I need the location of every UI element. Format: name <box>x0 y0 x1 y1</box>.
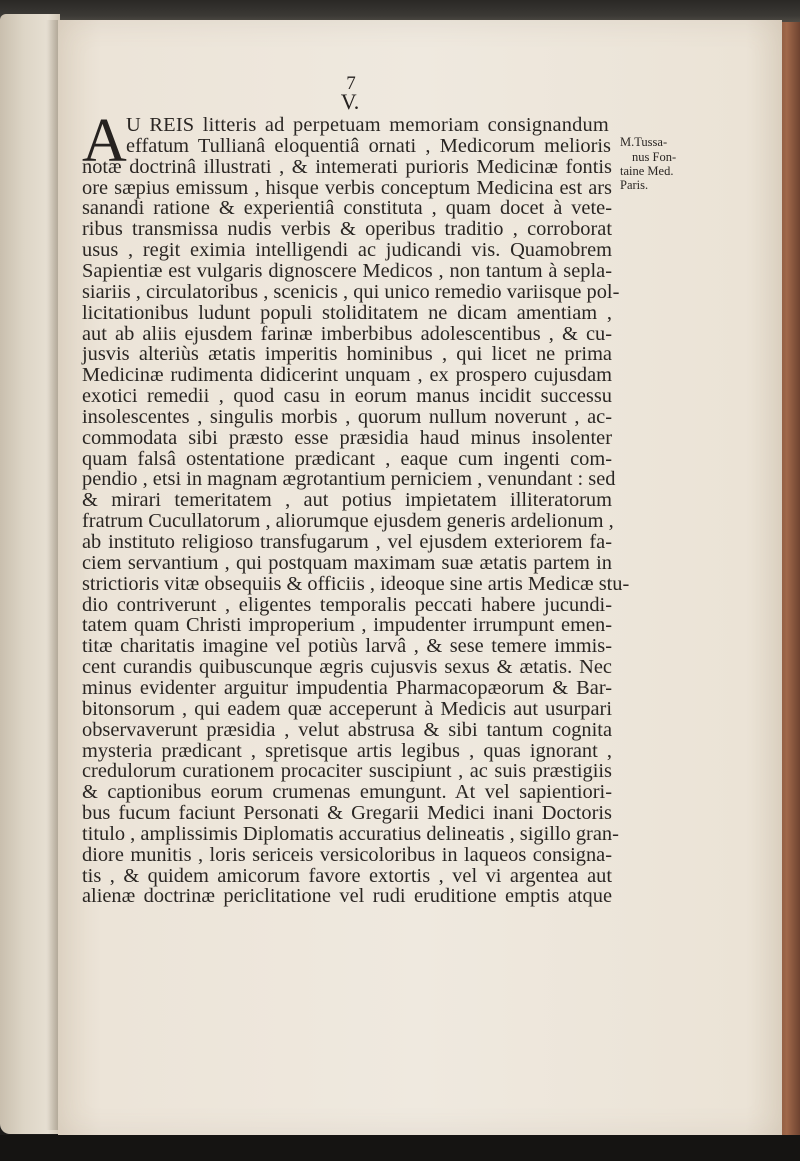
text-line: exotici remedii , quod casu in eorum manus incidit successu <box>82 385 612 408</box>
text-line: diore munitis , loris sericeis versicoloribus in laqueos consigna- <box>82 843 612 866</box>
text-line: ciem servantium , qui postquam maximam suæ ætatis partem in <box>82 551 612 574</box>
text-line: quam falsâ ostentatione prædicant , eaque cum ingenti com- <box>82 447 612 470</box>
text-line: tis , & quidem amicorum favore extortis , vel vi argentea aut <box>82 864 612 887</box>
text-line: cent curandis quibuscunque ægris cujusvis sexus & ætatis. Nec <box>82 656 612 679</box>
text-line: siariis , circulatoribus , scenicis , qui unico remedio variisque pol- <box>82 280 620 303</box>
text-line: commodata sibi præsto esse præsidia haud minus insolenter <box>82 426 612 449</box>
text-line: ab instituto religioso transfugarum , vel ejusdem exteriorem fa- <box>82 531 612 553</box>
text-line: minus evidenter arguitur impudentia Pharmacopæorum & Bar- <box>82 676 612 699</box>
text-line: bus fucum faciunt Personati & Gregarii Medici inani Doctoris <box>82 802 612 825</box>
text-line: titulo , amplissimis Diplomatis accuratius delineatis , sigillo gran- <box>82 822 619 845</box>
margin-note-line: Paris. <box>620 178 649 192</box>
text-line: & captionibus eorum crumenas emungunt. At vel sapientiori- <box>82 781 612 804</box>
text-line: notæ doctrinâ illustrati , & intemerati purioris Medicinæ fontis <box>82 155 612 178</box>
text-line: strictioris vitæ obsequiis & officiis , ideoque sine artis Medicæ stu- <box>82 572 630 595</box>
section-number: V. <box>340 89 360 114</box>
drop-capital: A <box>82 107 127 175</box>
margin-note-line: taine Med. <box>620 164 674 178</box>
text-line: licitationibus ludunt populi stoliditatem ne dicam amentiam , <box>82 301 612 324</box>
text-line: aut ab aliis ejusdem farinæ imberbibus adolescentibus , & cu- <box>82 322 612 345</box>
text-line: Sapientiæ est vulgaris dignoscere Medicos , non tantum à sepla- <box>82 259 612 282</box>
text-line: titæ charitatis imagine vel potiùs larvâ , & sese temere immis- <box>82 635 612 658</box>
text-line: fratrum Cucullatorum , aliorumque ejusdem generis ardelionum , <box>82 510 614 533</box>
page-number: 7 <box>346 73 356 94</box>
text-line: observaverunt præsidia , velut abstrusa & sibi tantum cognita <box>82 718 612 741</box>
book-bottom-edge <box>0 1135 800 1161</box>
text-line: & mirari temeritatem , aut potius impietatem illiteratorum <box>82 489 612 512</box>
text-line: bitonsorum , qui eadem quæ acceperunt à Medicis aut usurpari <box>82 697 612 720</box>
margin-note-line: M.Tussa- <box>620 135 668 149</box>
margin-note-line: nus Fon- <box>632 150 677 164</box>
text-line: Medicinæ rudimenta didicerint unquam , ex prospero cujusdam <box>82 364 612 387</box>
text-line: usus , regit eximia intelligendi ac judicandi vis. Quamobrem <box>82 239 612 262</box>
text-line: effatum Tullianâ eloquentiâ ornati , Medicorum melioris <box>126 134 611 157</box>
text-line: credulorum curationem procaciter suscipiunt , ac suis præstigiis <box>82 760 612 783</box>
text-line: sanandi ratione & experientiâ constituta , quam docet à vete- <box>82 197 612 220</box>
text-line: tatem quam Christi improperium , impudenter irrumpunt emen- <box>82 614 612 637</box>
text-line: jusvis alteriùs ætatis imperitis hominibus , qui licet ne prima <box>82 343 612 366</box>
text-line: ribus transmissa nudis verbis & operibus traditio , corroborat <box>82 218 612 241</box>
text-line: U REIS litteris ad perpetuam memoriam consignandum <box>126 114 609 136</box>
text-line: insolescentes , singulis morbis , quorum nullum noverunt , ac- <box>82 405 612 428</box>
text-line: pendio , etsi in magnam ægrotantium perniciem , venundant : sed <box>82 468 616 491</box>
text-line: mysteria prædicant , spretisque artis legibus , quas ignorant , <box>82 739 612 762</box>
text-line: alienæ doctrinæ periclitatione vel rudi eruditione emptis atque <box>82 885 612 908</box>
text-line: ore sæpius emissum , hisque verbis conceptum Medicina est ars <box>82 176 612 199</box>
text-line: dio contriverunt , eligentes temporalis peccati habere jucundi- <box>82 593 612 616</box>
